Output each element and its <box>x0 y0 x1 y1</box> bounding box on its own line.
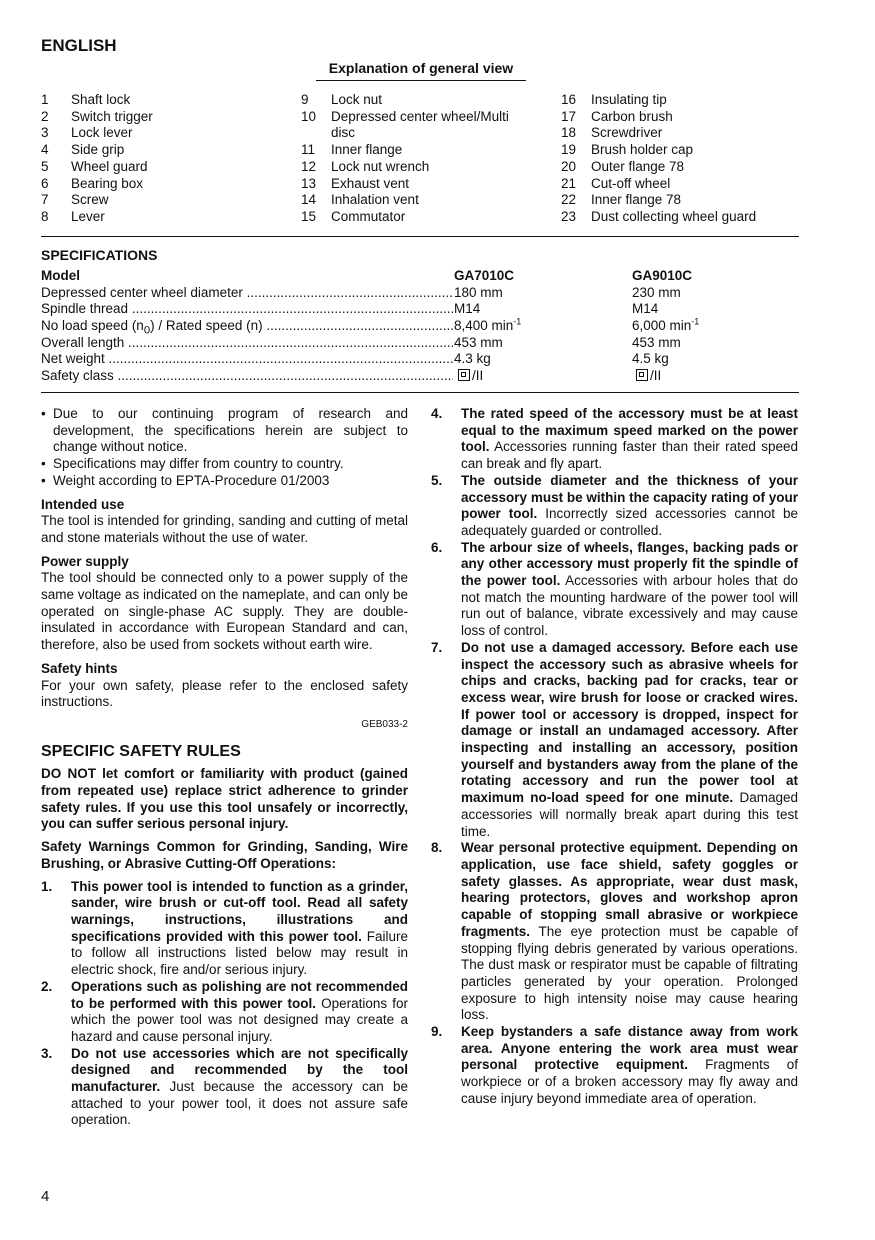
parts-column-1 <box>41 92 153 226</box>
rule-normal: Accessories running faster than their rated speed can break and fly apart. <box>461 439 798 472</box>
rule-normal: Just because the accessory can be attached to your power tool, it does not assure safe operation. <box>71 1079 408 1128</box>
part-number: 11 <box>301 142 316 158</box>
part-label: Screw <box>71 192 109 208</box>
part-number: 20 <box>561 158 577 174</box>
rule-bold: Do not use accessories which are not specifically designed and recommended by the tool manufacturer. <box>71 1045 408 1095</box>
spec-row <box>41 301 801 318</box>
spec-row <box>41 285 801 302</box>
rule-bold: Keep bystanders a safe distance away from work area. Anyone entering the work area must wear personal protective equipment. <box>461 1024 798 1073</box>
spec-label: Overall length ..... <box>41 335 453 352</box>
part-item <box>561 92 756 109</box>
rule-bold: The outside diameter and the thickness of your accessory must be within the capacity rating of your power tool. <box>461 472 798 522</box>
part-label: Outer flange 78 <box>591 158 685 174</box>
part-item <box>561 142 756 159</box>
specifications-table <box>41 268 801 385</box>
rule-number: 1. <box>41 878 53 894</box>
part-item <box>41 109 153 126</box>
part-item <box>41 125 153 142</box>
part-item <box>301 109 531 142</box>
spec-header-row <box>41 268 801 285</box>
part-number: 16 <box>561 92 577 107</box>
spec-value-2 <box>632 318 699 335</box>
part-label: Insulating tip <box>591 92 667 107</box>
note-text: Weight according to EPTA-Procedure 01/2003 <box>53 472 330 488</box>
spec-row <box>41 318 801 335</box>
part-item <box>561 176 756 193</box>
safety-subtitle: Safety Warnings Common for Grinding, Sanding, Wire Brushing, or Abrasive Cutting-Off Operations: <box>41 839 408 871</box>
part-number: 9 <box>301 92 309 107</box>
unit-superscript: -1 <box>513 316 522 327</box>
rule-number: 2. <box>41 978 53 994</box>
part-number: 21 <box>561 175 577 191</box>
part-item <box>41 192 153 209</box>
spec-value-1 <box>454 318 521 335</box>
spec-label-pre: No load speed (n <box>41 318 144 334</box>
rule-body <box>71 879 408 979</box>
note-text: Specifications may differ from country to country. <box>53 456 344 472</box>
model-1: GA7010C <box>454 268 515 283</box>
right-column <box>431 406 798 1108</box>
part-label: Shaft lock <box>71 92 131 107</box>
part-number: 13 <box>301 175 317 191</box>
spec-row <box>41 335 801 352</box>
part-number: 8 <box>41 208 49 224</box>
part-item <box>561 159 756 176</box>
part-number: 2 <box>41 108 49 124</box>
spec-value-2: M14 <box>632 301 659 317</box>
part-item <box>561 125 756 142</box>
spec-value-text: 8,400 min <box>454 318 514 334</box>
rule-number: 4. <box>431 406 443 421</box>
double-insulation-icon <box>636 369 648 381</box>
rule-body <box>461 406 798 473</box>
spec-value-1 <box>454 368 483 385</box>
rule-body <box>71 979 408 1046</box>
rule-normal: Fragments of workpiece or of a broken accessory may fly away and cause injury beyond immediate area of operation. <box>461 1057 799 1106</box>
part-item <box>561 209 756 226</box>
rule-body <box>71 1046 408 1130</box>
safety-rule-item <box>431 406 798 473</box>
part-item <box>561 109 756 126</box>
part-number: 5 <box>41 158 49 174</box>
part-number: 18 <box>561 125 577 141</box>
specifications-title: SPECIFICATIONS <box>41 247 158 263</box>
part-label: Inhalation vent <box>331 192 419 208</box>
rule-bold: The arbour size of wheels, flanges, backing pads or any other accessory must properly fit the spindle of the power tool. <box>461 539 798 589</box>
rule-number: 3. <box>41 1045 53 1061</box>
part-item <box>41 209 153 226</box>
part-label: Lock lever <box>71 125 133 141</box>
safety-hints-text: For your own safety, please refer to the enclosed safety instructions. <box>41 677 408 710</box>
part-item <box>41 142 153 159</box>
safety-rule-item <box>431 1024 798 1108</box>
spec-value-text: /II <box>472 368 484 384</box>
part-number: 22 <box>561 192 577 208</box>
rule-bold: Do not use a damaged accessory. Before each use inspect the accessory such as abrasive wheels for chips and cracks, backing pad for cracks, tear or excess wear, wire brush for loose or cracked wires. If power tool or accessory is dropped, inspect for damage or install an undamaged accessory. After inspecting and installing an accessory, position yourself and bystanders away from the plane of the rotating accessory and run the power tool at maximum no-load speed for one minute. <box>461 639 798 806</box>
safety-rule-item <box>431 540 798 640</box>
part-label: Screwdriver <box>591 125 663 141</box>
part-label: Wheel guard <box>71 158 148 174</box>
rule-bold: This power tool is intended to function as a grinder, sander, wire brush or cut-off tool. Read all safety warnings, instructions, illustrations and specifications provided with this power tool. <box>71 878 408 944</box>
part-label: Lock nut <box>331 92 383 107</box>
part-label: Inner flange 78 <box>591 192 682 208</box>
part-number: 7 <box>41 192 49 208</box>
spec-value-2: 4.5 kg <box>632 351 669 367</box>
spec-value-2: 230 mm <box>632 284 681 300</box>
rule-body <box>461 1024 798 1108</box>
spec-value-2: 453 mm <box>632 334 681 350</box>
rule-number: 8. <box>431 840 443 856</box>
part-number: 1 <box>41 92 49 107</box>
safety-rule-item <box>431 840 798 1024</box>
part-number: 15 <box>301 208 317 224</box>
part-label: Bearing box <box>71 175 144 191</box>
power-supply-text: The tool should be connected only to a power supply of the same voltage as indicated on the nameplate, and can only be operated on single-phase AC supply. They are double-insulated in accordance with European Standard and can, therefore, also be used from sockets without earth wire. <box>41 570 408 653</box>
spec-label: Safety class ..... <box>41 368 453 385</box>
part-item <box>301 176 531 193</box>
part-number: 3 <box>41 125 49 141</box>
parts-column-2 <box>301 92 531 226</box>
safety-hints-heading: Safety hints <box>41 660 118 676</box>
part-number: 12 <box>301 158 317 174</box>
rule-normal: Accessories with arbour holes that do not match the mounting hardware of the power tool will run out of balance, vibrate excessively and may cause loss of control. <box>461 573 798 639</box>
spec-value-1: 4.3 kg <box>454 351 491 367</box>
rule-number: 9. <box>431 1024 443 1040</box>
parts-column-3 <box>561 92 756 226</box>
part-label: Inner flange <box>331 142 403 158</box>
spec-value-1: M14 <box>454 301 481 317</box>
left-column <box>41 406 408 1129</box>
rule-body <box>461 473 798 540</box>
spec-value-1: 180 mm <box>454 284 503 300</box>
spec-value-2 <box>632 368 661 385</box>
power-supply-heading: Power supply <box>41 553 129 569</box>
rule-normal: The eye protection must be capable of stopping flying debris generated by various operations. The dust mask or respirator must be capable of filtrating particles generated by your operation. Prolonged exposure to high intensity noise may cause hearing loss. <box>461 923 798 1023</box>
part-item <box>41 159 153 176</box>
part-item <box>301 192 531 209</box>
language-heading: ENGLISH <box>41 36 117 55</box>
safety-rule-item <box>431 473 798 540</box>
note-item <box>41 406 408 456</box>
part-item <box>301 159 531 176</box>
safety-rules-heading: SPECIFIC SAFETY RULES <box>41 742 241 760</box>
part-label: Carbon brush <box>591 108 673 124</box>
rule-number: 5. <box>431 472 443 488</box>
rule-normal: Failure to follow all instructions listed below may result in electric shock, fire and/or serious injury. <box>71 928 409 978</box>
spec-value-text: /II <box>650 368 662 384</box>
bullet-icon: • <box>41 406 46 421</box>
rule-bold: Wear personal protective equipment. Depending on application, use face shield, safety goggles or safety glasses. As appropriate, wear dust mask, hearing protectors, gloves and workshop apron capable of stopping small abrasive or workpiece fragments. <box>461 840 798 939</box>
part-item <box>41 176 153 193</box>
rule-normal: Damaged accessories will normally break apart during this test time. <box>461 790 798 839</box>
part-label: Exhaust vent <box>331 175 410 191</box>
safety-rule-item <box>41 1046 408 1130</box>
part-item <box>561 192 756 209</box>
spec-label: Depressed center wheel diameter ..... <box>41 285 453 302</box>
model-2: GA9010C <box>632 268 693 283</box>
intended-use-text: The tool is intended for grinding, sanding and cutting of metal and stone materials without the use of water. <box>41 513 408 545</box>
spec-row <box>41 351 801 368</box>
rule-bold: The rated speed of the accessory must be at least equal to the maximum speed marked on the power tool. <box>461 406 798 455</box>
note-item <box>41 473 408 490</box>
part-number: 14 <box>301 192 317 208</box>
bullet-icon: • <box>41 456 46 472</box>
part-number: 4 <box>41 142 49 158</box>
spec-label: Net weight ..... <box>41 351 453 368</box>
part-item <box>301 92 531 109</box>
part-number: 23 <box>561 208 577 224</box>
part-label: Switch trigger <box>71 108 153 124</box>
explanation-title: Explanation of general view <box>316 60 526 81</box>
note-text: Due to our continuing program of research and development, the specifications herein are subject to change without notice. <box>53 406 408 455</box>
bullet-icon: • <box>41 472 46 488</box>
part-item <box>301 209 531 226</box>
spec-label-post: ) / Rated speed (n) <box>150 318 263 334</box>
part-number: 17 <box>561 108 577 124</box>
part-number: 6 <box>41 175 49 191</box>
double-insulation-icon <box>458 369 470 381</box>
spec-value-text: 6,000 min <box>632 318 692 334</box>
intended-use-heading: Intended use <box>41 496 125 512</box>
divider <box>41 236 799 237</box>
part-label: Commutator <box>331 208 406 224</box>
rule-number: 7. <box>431 639 443 655</box>
part-label: Dust collecting wheel guard <box>591 208 757 224</box>
model-label: Model <box>41 268 80 283</box>
document-code: GEB033-2 <box>361 718 408 730</box>
spec-label-subscript: 0 <box>143 324 151 337</box>
safety-rule-item <box>431 640 798 840</box>
rule-bold: Operations such as polishing are not recommended to be performed with this power tool. <box>71 978 408 1011</box>
spec-value-1: 453 mm <box>454 334 503 350</box>
safety-rule-item <box>41 979 408 1046</box>
part-label: Lever <box>71 208 105 224</box>
spec-row <box>41 368 801 385</box>
part-label: Brush holder cap <box>591 142 694 158</box>
part-label: Side grip <box>71 142 125 158</box>
part-number: 10 <box>301 108 317 124</box>
part-label: Cut-off wheel <box>591 175 671 191</box>
spec-label: Spindle thread ..... <box>41 301 453 318</box>
divider <box>41 392 799 393</box>
part-label: Lock nut wrench <box>331 158 430 174</box>
rule-body <box>461 540 798 640</box>
rule-normal: Incorrectly sized accessories cannot be adequately guarded or controlled. <box>461 506 798 538</box>
page-number: 4 <box>41 1188 50 1205</box>
unit-superscript: -1 <box>691 316 700 327</box>
rule-body <box>461 840 798 1024</box>
note-item <box>41 456 408 473</box>
part-number: 19 <box>561 142 577 158</box>
safety-rule-item <box>41 879 408 979</box>
part-item <box>301 142 531 159</box>
part-label: Depressed center wheel/Multi disc <box>331 108 509 141</box>
safety-warning: DO NOT let comfort or familiarity with product (gained from repeated use) replace strict adherence to grinder safety rules. If you use this tool unsafely or incorrectly, you can suffer serious personal injury. <box>41 766 408 832</box>
rule-normal: Operations for which the power tool was not designed may create a hazard and cause personal injury. <box>71 995 408 1044</box>
rule-body <box>461 640 798 840</box>
rule-number: 6. <box>431 539 443 555</box>
part-item <box>41 92 153 109</box>
